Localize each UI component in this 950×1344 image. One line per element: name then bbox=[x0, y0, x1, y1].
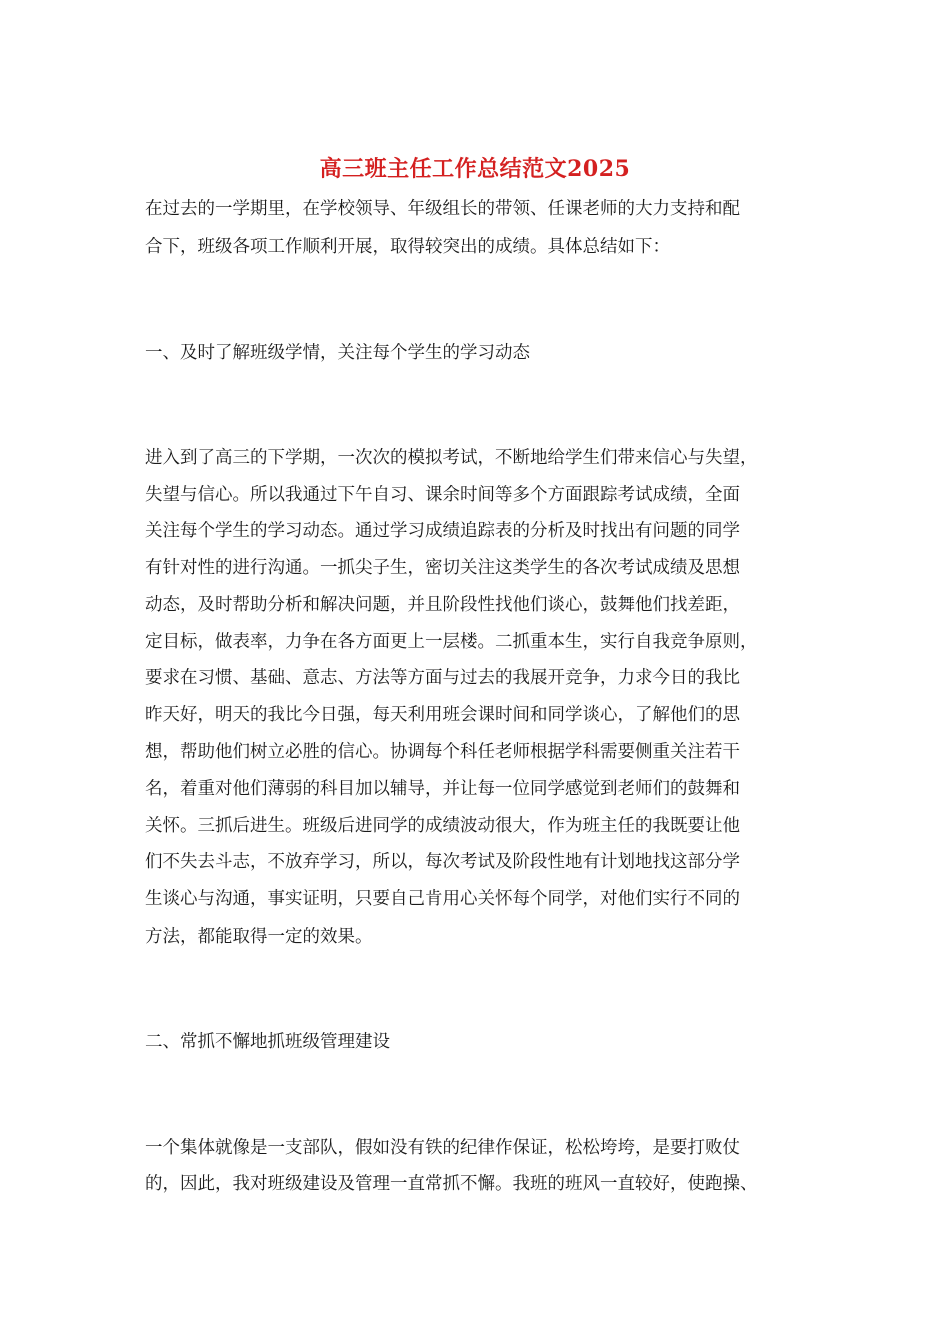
paragraph-line: 的，因此，我对班级建设及管理一直常抓不懈。我班的班风一直较好，使跑操、 bbox=[145, 1174, 758, 1194]
paragraph-line: 方法，都能取得一定的效果。 bbox=[145, 927, 373, 947]
paragraph-line: 动态，及时帮助分析和解决问题，并且阶段性找他们谈心，鼓舞他们找差距， bbox=[145, 595, 740, 615]
paragraph-line: 关怀。三抓后进生。班级后进同学的成绩波动很大，作为班主任的我既要让他 bbox=[145, 816, 740, 836]
paragraph-line: 在过去的一学期里，在学校领导、年级组长的带领、任课老师的大力支持和配 bbox=[145, 199, 740, 219]
paragraph-line: 昨天好，明天的我比今日强，每天利用班会课时间和同学谈心，了解他们的思 bbox=[145, 705, 740, 725]
paragraph-line: 名，着重对他们薄弱的科目加以辅导，并让每一位同学感觉到老师们的鼓舞和 bbox=[145, 779, 740, 799]
section-heading: 一、及时了解班级学情，关注每个学生的学习动态 bbox=[145, 343, 530, 363]
paragraph-line: 们不失去斗志，不放弃学习，所以，每次考试及阶段性地有计划地找这部分学 bbox=[145, 852, 740, 872]
paragraph-line: 失望与信心。所以我通过下午自习、课余时间等多个方面跟踪考试成绩，全面 bbox=[145, 485, 740, 505]
document-title: 高三班主任工作总结范文2025 bbox=[319, 156, 631, 182]
paragraph-line: 合下，班级各项工作顺利开展，取得较突出的成绩。具体总结如下： bbox=[145, 237, 670, 257]
paragraph-line: 一个集体就像是一支部队，假如没有铁的纪律作保证，松松垮垮，是要打败仗 bbox=[145, 1138, 740, 1158]
paragraph-line: 有针对性的进行沟通。一抓尖子生，密切关注这类学生的各次考试成绩及思想 bbox=[145, 558, 740, 578]
paragraph-line: 定目标，做表率，力争在各方面更上一层楼。二抓重本生，实行自我竞争原则， bbox=[145, 632, 758, 652]
paragraph-line: 想，帮助他们树立必胜的信心。协调每个科任老师根据学科需要侧重关注若干 bbox=[145, 742, 740, 762]
paragraph-line: 进入到了高三的下学期，一次次的模拟考试，不断地给学生们带来信心与失望， bbox=[145, 448, 758, 468]
paragraph-line: 关注每个学生的学习动态。通过学习成绩追踪表的分析及时找出有问题的同学 bbox=[145, 521, 740, 541]
section-heading: 二、常抓不懈地抓班级管理建设 bbox=[145, 1032, 390, 1052]
paragraph-line: 要求在习惯、基础、意志、方法等方面与过去的我展开竞争，力求今日的我比 bbox=[145, 668, 740, 688]
paragraph-line: 生谈心与沟通，事实证明，只要自己肯用心关怀每个同学，对他们实行不同的 bbox=[145, 889, 740, 909]
